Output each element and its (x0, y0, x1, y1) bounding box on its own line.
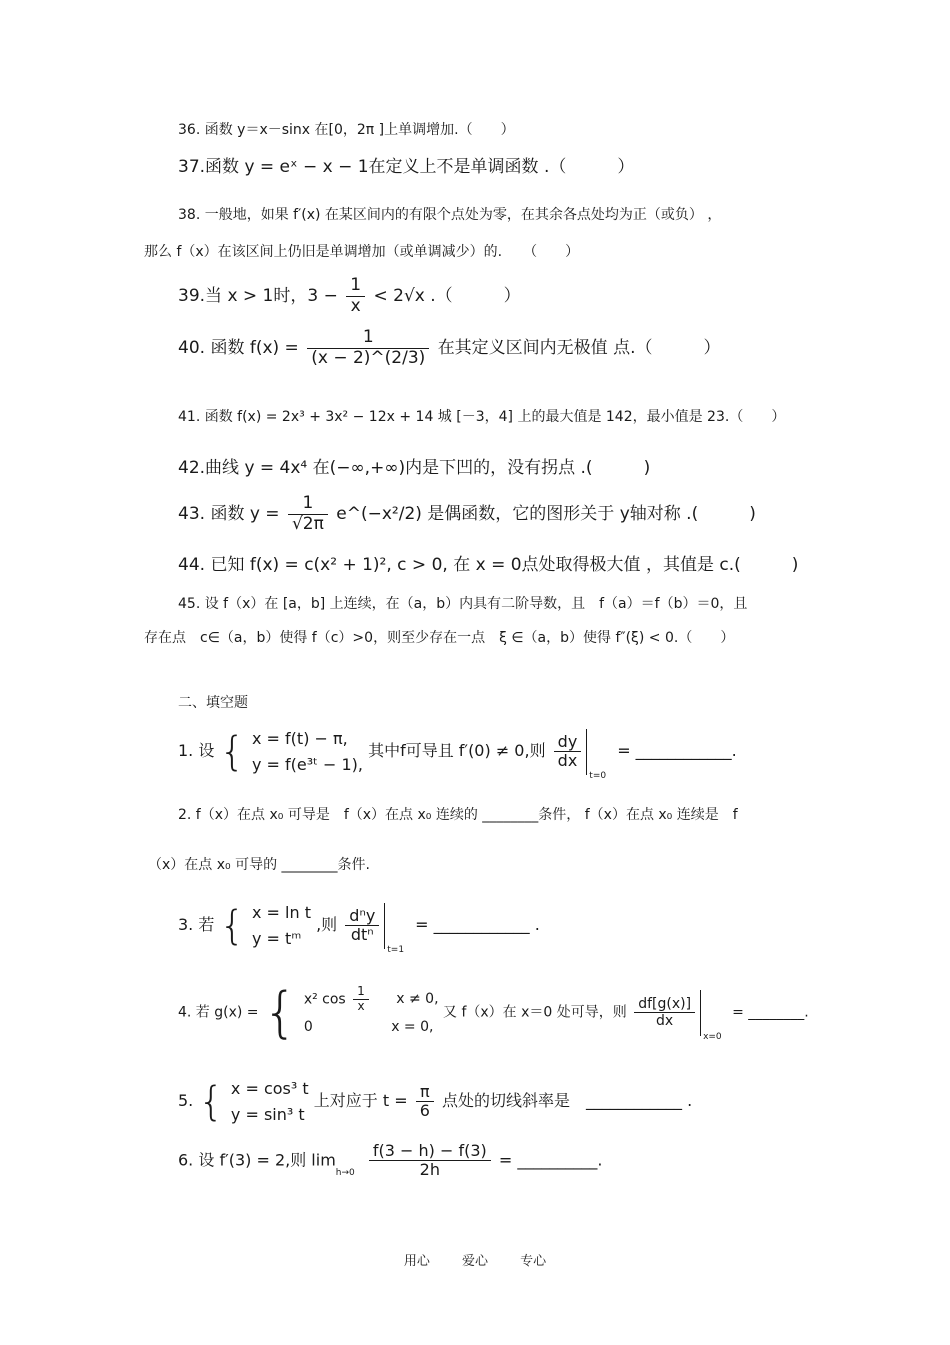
fill-5-numerator: π (416, 1083, 434, 1102)
page-footer (0, 1250, 950, 1269)
fill-4-suffix: = ________. (732, 1004, 809, 1021)
fill-4-case2 (304, 1014, 439, 1041)
left-brace-icon: { (219, 902, 245, 949)
fill-4-piecewise (304, 985, 439, 1040)
item-38-line1: 38. 一般地，如果 f′(x) 在某区间内的有限个点处为零，在其余各点处均为正（或负） ， (178, 207, 722, 223)
fill-6 (178, 1142, 602, 1180)
fill-1-row1: x = f(t) − π, (252, 729, 348, 748)
fill-4-case1-expr: x² cos (303, 991, 346, 1008)
footer-text-2: 爱心 (461, 1254, 488, 1269)
item-38-line2: 那么 f（x）在该区间上仍旧是单调增加（或单调减少）的. （ ） (144, 244, 580, 260)
fill-4-numerator: df[g(x)] (634, 996, 695, 1013)
item-40-numerator: 1 (307, 328, 429, 349)
fill-5-system (231, 1076, 309, 1127)
fill-3-system (252, 900, 311, 951)
fill-1-row2: y = f(e³ᵗ − 1), (252, 754, 363, 774)
left-brace-icon: { (263, 980, 298, 1044)
item-40 (178, 328, 721, 368)
fill-1-eval-point: t=0 (589, 771, 607, 782)
fill-3-row2: y = tᵐ (252, 928, 302, 948)
fill-1 (178, 726, 737, 782)
fill-5-row1: x = cos³ t (230, 1079, 309, 1098)
item-41: 41. 函数 f(x) = 2x³ + 3x² − 12x + 14 城 [－3，4] 上的最大值是 142，最小值是 23.（ ） (178, 409, 786, 425)
fill-3-derivative (345, 907, 379, 945)
fill-5-denominator: 6 (419, 1101, 430, 1121)
fill-5-row2: y = sin³ t (230, 1104, 305, 1124)
fill-4-eval-point: x=0 (703, 1031, 722, 1042)
fill-1-numerator: dy (554, 733, 582, 752)
section-heading-fill: 二、填空题 (178, 695, 248, 711)
fill-1-derivative (554, 733, 582, 771)
fill-1-middle: 其中f可导且 f′(0) ≠ 0,则 (368, 741, 546, 761)
item-39-fraction (346, 276, 365, 316)
fill-3-row1: x = ln t (252, 903, 311, 922)
item-39-prefix: 39.当 x > 1时，3 − (178, 286, 338, 307)
item-39 (178, 276, 521, 316)
fill-3-prefix: 3. 若 (178, 915, 215, 935)
item-45-line2: 存在点 c∈（a，b）使得 f（c）>0，则至少存在一点 ξ ∈（a，b）使得 f″(ξ) < 0.（ ） (144, 630, 735, 646)
fill-6-numerator: f(3 − h) − f(3) (369, 1142, 491, 1161)
item-43-suffix: e^(−x²/2) 是偶函数，它的图形关于 y轴对称 .( ) (336, 504, 756, 525)
fill-6-limit-variable: h→0 (335, 1168, 355, 1179)
item-43 (178, 494, 756, 534)
fill-4-case1-denominator: x (357, 998, 365, 1013)
fill-4-case1-numerator: 1 (353, 985, 369, 1000)
fill-4-case2-condition: x = 0, (391, 1018, 434, 1035)
fill-5-middle: 上对应于 t = (313, 1091, 408, 1111)
item-36: 36. 函数 y＝x－sinx 在[0，2π ]上单调增加.（ ） (178, 122, 515, 138)
item-43-fraction (288, 494, 328, 534)
fill-6-fraction (369, 1142, 491, 1180)
fill-6-suffix: = __________. (498, 1150, 603, 1170)
item-43-denominator: √2π (291, 513, 324, 534)
evaluation-bar (586, 729, 587, 775)
item-37: 37.函数 y = eˣ − x − 1在定义上不是单调函数 .（ ） (178, 157, 635, 177)
fill-5-suffix: 点处的切线斜率是 ____________ . (441, 1091, 693, 1111)
item-42: 42.曲线 y = 4x⁴ 在(−∞,+∞)内是下凹的，没有拐点 .( ) (178, 458, 651, 478)
fill-3-eval-point: t=1 (387, 945, 405, 956)
footer-text-1: 用心 (403, 1254, 430, 1269)
fill-4-denominator: dx (656, 1013, 674, 1030)
evaluation-bar (700, 990, 701, 1036)
fill-6-prefix: 6. 设 f′(3) = 2,则 lim (178, 1150, 336, 1170)
fill-1-suffix: = ____________. (617, 741, 737, 761)
item-43-prefix: 43. 函数 y = (178, 504, 280, 525)
footer-text-3: 专心 (520, 1254, 547, 1269)
fill-4-case1-fraction (353, 985, 369, 1014)
item-39-numerator: 1 (346, 276, 365, 297)
item-40-prefix: 40. 函数 f(x) = (178, 338, 299, 359)
item-40-denominator: (x − 2)^(2/3) (311, 347, 426, 368)
item-39-suffix: < 2√x .（ ） (373, 286, 521, 307)
item-40-fraction (307, 328, 429, 368)
fill-6-denominator: 2h (419, 1160, 440, 1180)
fill-4-derivative (634, 996, 695, 1029)
fill-3-denominator: dtⁿ (350, 925, 374, 945)
left-brace-icon: { (219, 728, 245, 775)
fill-5 (178, 1076, 692, 1127)
fill-3-numerator: dⁿy (345, 907, 379, 926)
fill-4-case2-expr: 0 (303, 1018, 313, 1035)
left-brace-icon: { (198, 1078, 224, 1125)
fill-3-middle: ,则 (316, 915, 338, 935)
item-40-suffix: 在其定义区间内无极值 点.（ ） (437, 338, 721, 359)
fill-3 (178, 900, 540, 956)
fill-4-prefix: 4. 若 g(x) = (178, 1004, 259, 1021)
fill-1-prefix: 1. 设 (178, 741, 215, 761)
item-39-denominator: x (350, 295, 361, 316)
fill-2-line1: 2. f（x）在点 x₀ 可导是 f（x）在点 x₀ 连续的 ________条件， f（x）在点 x₀ 连续是 f (178, 807, 738, 823)
fill-4-case1 (304, 985, 439, 1014)
fill-4-middle: 又 f（x）在 x＝0 处可导，则 (443, 1004, 627, 1021)
fill-1-denominator: dx (557, 751, 578, 771)
fill-2-line2: （x）在点 x₀ 可导的 ________条件. (148, 857, 370, 873)
item-43-numerator: 1 (288, 494, 328, 515)
fill-1-system (252, 726, 363, 777)
fill-4-case1-condition: x ≠ 0, (396, 991, 439, 1008)
fill-3-suffix: = ____________ . (415, 915, 540, 935)
item-44: 44. 已知 f(x) = c(x² + 1)², c > 0, 在 x = 0点处取得极大值 ，其值是 c.( ) (178, 555, 799, 575)
fill-5-number: 5. (178, 1091, 194, 1111)
fill-5-fraction (416, 1083, 434, 1121)
evaluation-bar (384, 903, 385, 949)
fill-4 (178, 980, 809, 1044)
item-45-line1: 45. 设 f（x）在 [a，b] 上连续，在（a，b）内具有二阶导数，且 f（a）＝f（b）＝0，且 (178, 596, 748, 612)
